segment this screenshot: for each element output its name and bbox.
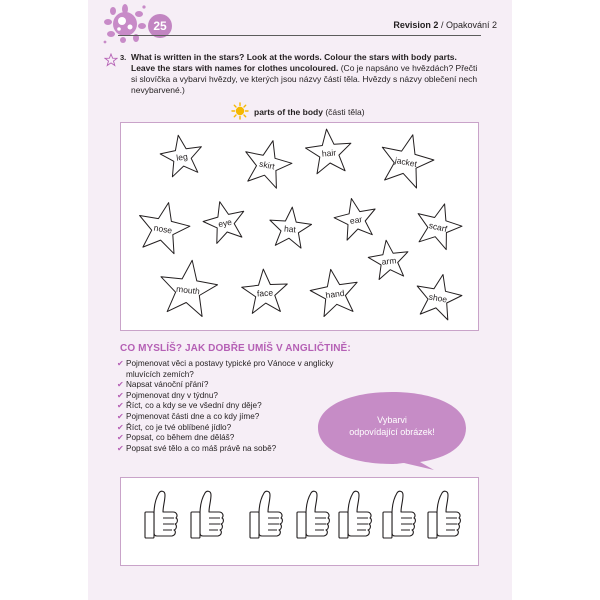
star-label-hand: hand: [324, 287, 346, 301]
stars-panel: [120, 122, 479, 331]
self-check-item-text: Napsat vánoční přání?: [126, 380, 209, 390]
exercise-star-icon: [104, 53, 118, 67]
star-label-hat: hat: [283, 223, 297, 235]
stars-canvas: [121, 123, 478, 330]
star-label-mouth: mouth: [175, 283, 201, 297]
page-number: 25: [148, 14, 172, 38]
check-icon: ✔: [117, 401, 124, 411]
self-check-list: [117, 359, 347, 454]
star-label-nose: nose: [153, 222, 173, 236]
self-check-item-text: Popsat, co během dne děláš?: [126, 433, 235, 443]
star-label-leg: leg: [175, 151, 189, 163]
check-icon: ✔: [117, 380, 124, 390]
self-check-item: [117, 444, 347, 455]
self-check-item-text: Pojmenovat části dne a co kdy jíme?: [126, 411, 260, 421]
self-check-item-text: Říct, co a kdy se ve všední dny děje?: [126, 401, 262, 411]
self-check-item: [117, 359, 347, 380]
bubble-text-line1: Vybarvi: [377, 415, 407, 425]
self-check-item: [117, 401, 347, 412]
thumbs-up-icon[interactable]: [246, 490, 286, 550]
sun-icon: [231, 102, 249, 120]
exercise-instruction: What is written in the stars? Look at the words. Colour the stars with body parts. Leave the stars with names for clothes uncoloured. (Co je napsáno ve hvězdách? Přečti si slovíčka a vybarvi hvězdy, ve kterých jsou názvy částí těla. Hvězdy s názvy oblečení nech nevybarvené.): [131, 52, 478, 95]
self-check-item: [117, 423, 347, 434]
star-label-jacket: jacket: [394, 154, 418, 170]
parts-of-body-heading: parts of the body (části těla): [254, 107, 365, 117]
paint-splat-icon: [103, 4, 147, 44]
star-label-eye: eye: [217, 216, 233, 230]
check-icon: ✔: [117, 422, 124, 432]
self-check-item: [117, 433, 347, 444]
star-label-skirt: skirt: [258, 158, 276, 172]
bubble-text-line2: odpovídající obrázek!: [349, 427, 435, 437]
thumbs-up-icon[interactable]: [293, 490, 333, 550]
star-label-face: face: [256, 287, 274, 299]
check-icon: ✔: [117, 411, 124, 421]
self-check-item: [117, 412, 347, 423]
self-check-title: CO MYSLÍŠ? JAK DOBŘE UMÍŠ V ANGLIČTINĚ:: [120, 343, 351, 354]
check-icon: ✔: [117, 443, 124, 453]
check-icon: ✔: [117, 359, 124, 368]
star-label-hair: hair: [321, 147, 337, 159]
check-icon: ✔: [117, 433, 124, 443]
rating-thumbs-panel: [120, 477, 479, 566]
header-divider: [118, 35, 481, 36]
self-check-item-text: Popsat své tělo a co máš právě na sobě?: [126, 443, 277, 453]
self-check-item: [117, 391, 347, 402]
self-check-item: [117, 380, 347, 391]
check-icon: ✔: [117, 390, 124, 400]
thumbs-up-icon[interactable]: [187, 490, 227, 550]
speech-bubble: [316, 390, 468, 470]
star-label-ear: ear: [349, 214, 363, 226]
self-check-item-text: Pojmenovat věci a postavy typické pro Vánoce v anglicky mluvících zemích?: [126, 359, 334, 379]
revision-title: Revision 2 / Opakování 2: [393, 20, 497, 30]
thumbs-up-icon[interactable]: [335, 490, 375, 550]
star-label-scarf: scarf: [427, 220, 449, 234]
self-check-item-text: Říct, co je tvé oblíbené jídlo?: [126, 422, 232, 432]
star-label-arm: arm: [381, 255, 397, 267]
thumbs-up-icon[interactable]: [379, 490, 419, 550]
self-check-item-text: Pojmenovat dny v týdnu?: [126, 390, 218, 400]
exercise-number: 3.: [120, 53, 127, 62]
thumbs-up-icon[interactable]: [141, 490, 181, 550]
thumbs-up-icon[interactable]: [424, 490, 464, 550]
star-label-shoe: shoe: [428, 291, 448, 305]
